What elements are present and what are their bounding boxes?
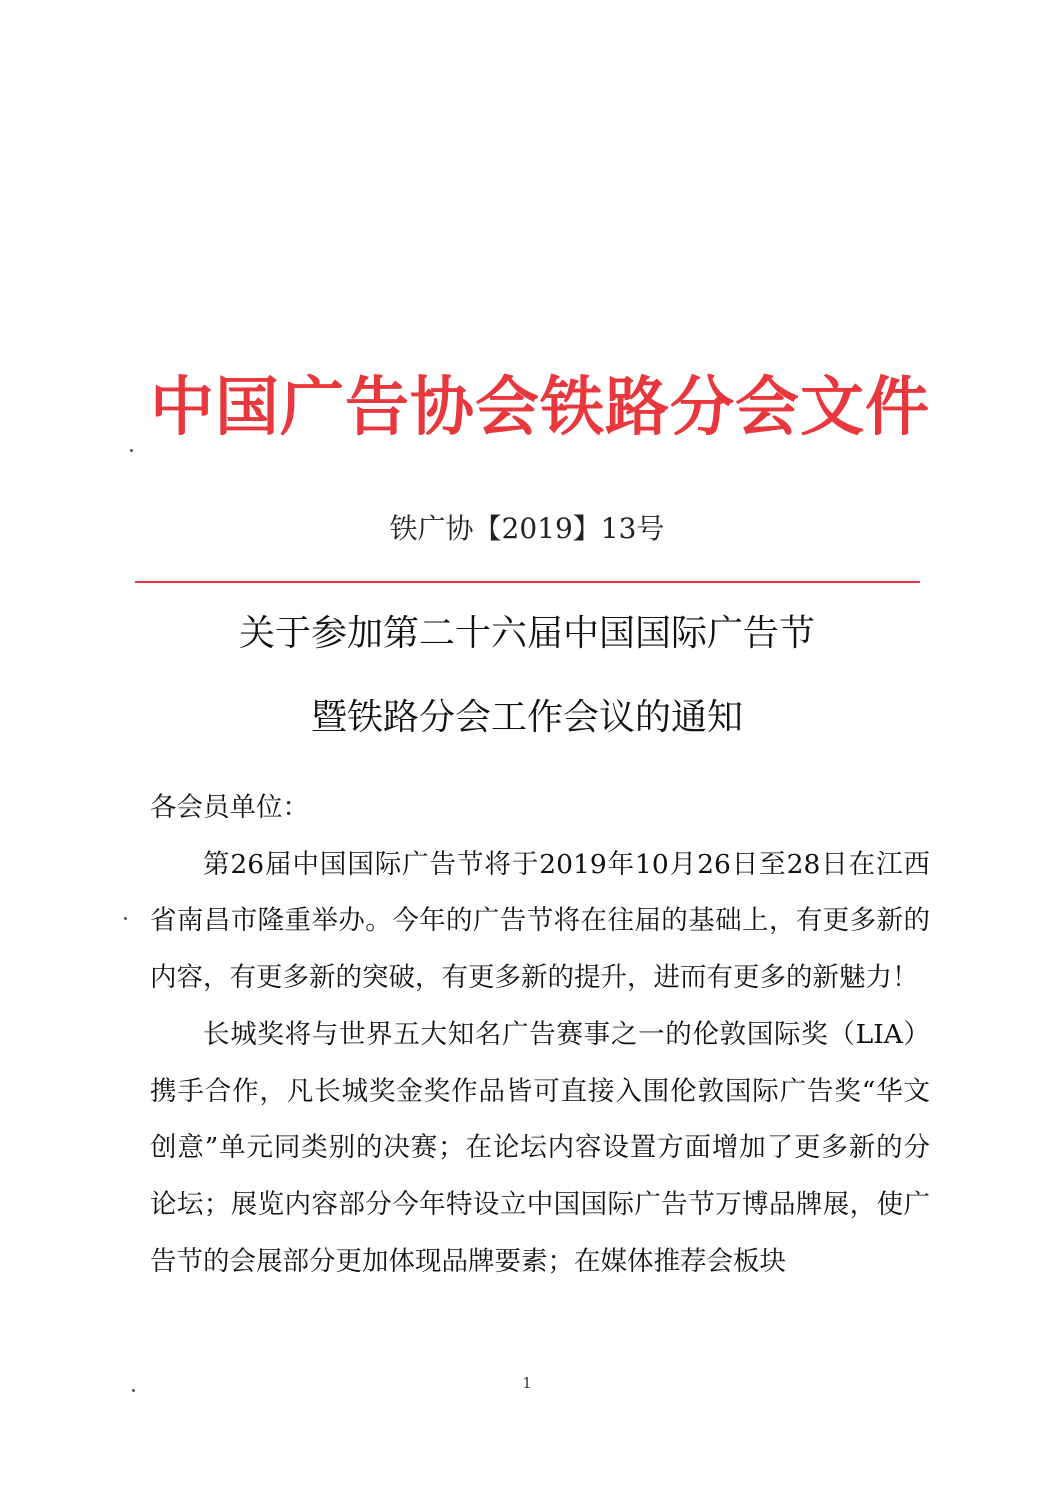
document-number: 铁广协【2019】13号 [389,512,665,545]
scan-speck [130,449,133,452]
notice-body [150,780,930,1290]
scan-speck [124,917,127,920]
body-paragraph-1: 第26届中国国际广告节将于2019年10月26日至28日在江西省南昌市隆重举办。今年的广告节将在往届的基础上，有更多新的内容，有更多新的突破，有更多新的提升，进而有更多的新魅力！ [150,848,930,994]
page-number: 1 [522,1374,532,1392]
header-divider [135,581,920,583]
document-header-title: 中国广告协会铁路分会文件 [150,370,930,445]
salutation: 各会员单位： [150,792,309,823]
notice-title [0,604,1054,748]
body-paragraph-2: 长城奖将与世界五大知名广告赛事之一的伦敦国际奖（LIA）携手合作，凡长城奖金奖作品皆可直接入围伦敦国际广告奖“华文创意”单元同类别的决赛；在论坛内容设置方面增加了更多新的分论坛；展览内容部分今年特设立中国国际广告节万博品牌展，使广告节的会展部分更加体现品牌要素；在媒体推荐会板块 [150,1018,930,1277]
scan-speck [132,1389,135,1392]
notice-title-line-1: 关于参加第二十六届中国国际广告节 [238,613,815,654]
notice-title-line-2: 暨铁路分会工作会议的通知 [310,697,743,738]
